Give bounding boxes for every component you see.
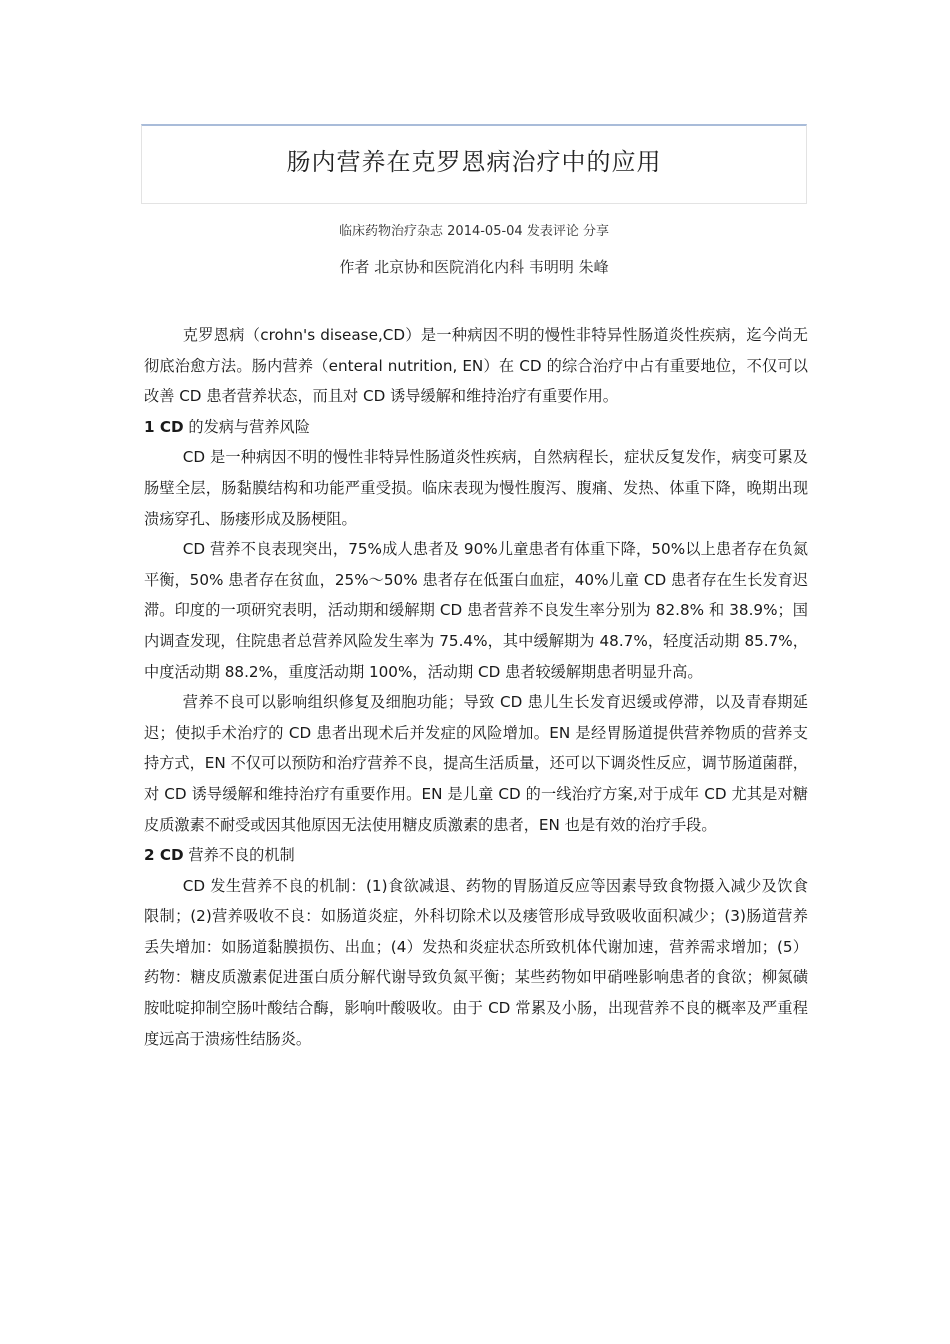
title-box	[141, 124, 807, 204]
section-heading-1	[144, 412, 808, 443]
section-number: 1 CD	[144, 417, 184, 436]
section-number: 2 CD	[144, 846, 184, 865]
paragraph: CD 是一种病因不明的慢性非特异性肠道炎性疾病，自然病程长，症状反复发作，病变可累及肠壁全层，肠黏膜结构和功能严重受损。临床表现为慢性腹泻、腹痛、发热、体重下降，晚期出现溃疡穿孔、肠瘘形成及肠梗阻。	[144, 448, 808, 528]
page-title: 肠内营养在克罗恩病治疗中的应用	[286, 148, 662, 176]
section-heading-2	[144, 840, 808, 871]
paragraph: CD 营养不良表现突出，75%成人患者及 90%儿童患者有体重下降，50%以上患者存在负氮平衡，50% 患者存在贫血，25%～50% 患者存在低蛋白血症，40%儿童 CD 患者存在生长发育迟滞。印度的一项研究表明，活动期和缓解期 CD 患者营养不良发生率分别为 82.8% 和 38.9%；国内调查发现，住院患者总营养风险发生率为 75.4%，其中缓解期为 48.7%，轻度活动期 85.7%，中度活动期 88.2%，重度活动期 100%，活动期 CD 患者较缓解期患者明显升高。	[144, 540, 808, 681]
article-meta: 临床药物治疗杂志 2014-05-04 发表评论 分享	[339, 224, 609, 239]
paragraph: CD 发生营养不良的机制：(1)食欲减退、药物的胃肠道反应等因素导致食物摄入减少及饮食限制；(2)营养吸收不良：如肠道炎症，外科切除术以及瘘管形成导致吸收面积减少；(3)肠道营养丢失增加：如肠道黏膜损伤、出血；(4）发热和炎症状态所致机体代谢加速，营养需求增加；(5）药物：糖皮质激素促进蛋白质分解代谢导致负氮平衡；某些药物如甲硝唑影响患者的食欲；柳氮磺胺吡啶抑制空肠叶酸结合酶，影响叶酸吸收。由于 CD 常累及小肠，出现营养不良的概率及严重程度远高于溃疡性结肠炎。	[144, 876, 808, 1048]
intro-paragraph: 克罗恩病（crohn's disease,CD）是一种病因不明的慢性非特异性肠道炎性疾病，迄今尚无彻底治愈方法。肠内营养（enteral nutrition, EN）在 CD 的综合治疗中占有重要地位，不仅可以改善 CD 患者营养状态，而且对 CD 诱导缓解和维持治疗有重要作用。	[144, 326, 808, 406]
paragraph: 营养不良可以影响组织修复及细胞功能；导致 CD 患儿生长发育迟缓或停滞，以及青春期延迟；使拟手术治疗的 CD 患者出现术后并发症的风险增加。EN 是经胃肠道提供营养物质的营养支持方式，EN 不仅可以预防和治疗营养不良，提高生活质量，还可以下调炎性反应，调节肠道菌群，对 CD 诱导缓解和维持治疗有重要作用。EN 是儿童 CD 的一线治疗方案,对于成年 CD 尤其是对糖皮质激素不耐受或因其他原因无法使用糖皮质激素的患者，EN 也是有效的治疗手段。	[144, 693, 808, 834]
article-body	[144, 320, 808, 1054]
article-authors: 作者 北京协和医院消化内科 韦明明 朱峰	[339, 258, 609, 276]
section-title: 营养不良的机制	[183, 846, 295, 865]
section-title: 的发病与营养风险	[183, 417, 310, 436]
